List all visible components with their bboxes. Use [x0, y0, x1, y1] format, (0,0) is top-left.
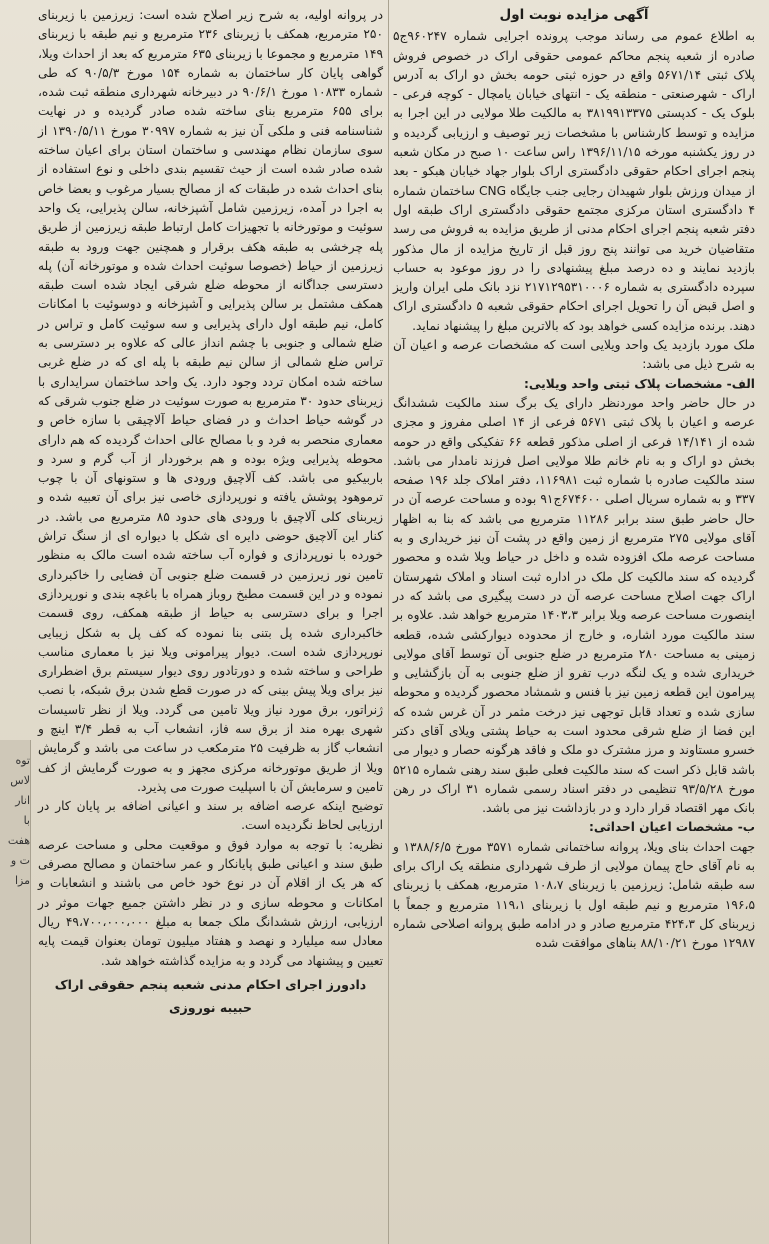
notice-title: آگهی مزایده نوبت اول	[499, 7, 649, 23]
right-column	[393, 6, 755, 954]
section-b-heading: ب- مشخصات اعیان احداثی:	[588, 820, 755, 835]
building-permit-paragraph: جهت احداث بنای ویلا، پروانه ساختمانی شماره ۳۵۷۱ مورخ ۱۳۸۸/۶/۵ و به نام آقای حاج پیمان مولایی از طرف شهرداری منطقه یک اراک برای سه طبقه شامل: زیرزمین با زیربنای ۱۰۸،۷ مترمربع، همکف با زیربنای ۱۹۶،۵ مترمربع و نیم طبقه اول با زیربنای ۱۱۹،۱ مترمربع و جمعاً با زیربنای کل ۴۲۴،۳ مترمربع صادر و در ادامه طبق پروانه اصلاحی شماره ۱۲۹۸۷ مورخ ۸۸/۱۰/۲۱ بناهای موافقت شده	[393, 839, 756, 951]
registration-details: در حال حاضر واحد موردنظر دارای یک برگ سند مالکیت ششدانگ عرصه و اعیان با پلاک ثبتی ۵۶۷۱ فرعی از ۱۴ اصلی مفروز و مجزی شده از ۱۴/۱۴۱ فرعی از اصلی مذکور قطعه ۶۶ تفکیکی واقع در حومه بخش دو اراک و به نام خانم طلا مولایی اصل فرزند نامدار می باشد. سند مالکیت صادره با شماره ثبت ۱۱۶۹۸۱، دفتر املاک جلد ۱۹۶ صفحه ۳۳۷ و به شماره سریال اصلی ۶۷۴۶۰۰ج۹۱ بوده و مساحت عرصه آن در حال حاضر طبق سند برابر ۱۱۲۸۶ مترمربع می باشد که بنا به اظهار آقای مولایی ۲۷۵ مترمربع از زمین واقع در پشت آن نیز خریداری و به مساحت عرصه ملک افزوده شده و داخل در حیاط ویلا شده و محصور گردیده که سند مالکیت کل ملک در اداره ثبت اسناد و املاک شهرستان اراک جهت اصلاح مساحت عرصه آن در دست پیگیری می باشد که در اینصورت مساحت عرصه ویلا برابر ۱۴۰۳،۳ مترمربع خواهد شد. علاوه بر سند مالکیت مورد اشاره، و خارج از محدوده دیوارکشی شده، قطعه زمینی به مساحت ۲۸۰ مترمربع در ضلع جنوبی آن توسط آقای مولایی خریداری شده و یک لنگه درب تفرو از ضلع جنوبی به آن بازگشایی و پیرامون این قطعه زمین نیز با فنس و شمشاد محصور گردیده و محوطه سازی شده و تعداد قابل توجهی نیز درخت مثمر در آن غرس شده که این فضا از ضلع شرقی محدود است به حیاط پشتی ویلای آقای دکتر خسرو مستاوند و مرز مشترک دو ملک و فاقد هرگونه حصار و دیوار می باشد قابل ذکر است که سند مالکیت فعلی طبق سند رهنی شماره ۵۲۱۵ مورخ ۹۳/۵/۲۸ تنظیمی در دفتر اسناد رسمی شماره ۳۱ اراک در رهن بانک مهر اقتصاد قرار دارد و در بازداشت نیز می باشد.	[393, 395, 756, 816]
valuation-paragraph: نظریه: با توجه به موارد فوق و موقعیت محلی و مساحت عرصه طبق سند و اعیانی طبق پایانکار و عمر ساختمان و مصالح مصرفی که هر یک از اقلام آن در نوع خود خاص می باشند و انشعابات و امکانات و محوطه سازی و در نظر داشتن جمیع جهات موثر در ارزیابی، ارزش ششدانگ ملک جمعا به مبلغ ۴۹،۷۰۰،۰۰۰،۰۰۰ ریال معادل سه میلیارد و نهصد و هفتاد میلیون تومان بعنوان قیمت پایه تعیین و پیشنهاد می گردد و به مزایده گذاشته خواهد شد.	[38, 837, 383, 968]
section-a-heading: الف- مشخصات پلاک ثبتی واحد ویلایی:	[523, 376, 755, 391]
edge-text: با	[23, 814, 30, 827]
left-column	[38, 6, 383, 1017]
edge-text: ت و	[10, 854, 30, 867]
column-divider	[388, 0, 389, 1244]
edge-text: مزا	[14, 874, 30, 887]
edge-text: توه	[15, 754, 30, 767]
note-paragraph: توضیح اینکه عرصه اضافه بر سند و اعیانی اضافه بر پایان کار در ارزیابی لحاظ نگردیده است.	[38, 799, 383, 833]
building-description: در پروانه اولیه، به شرح زیر اصلاح شده است: زیرزمین با زیربنای ۲۵۰ مترمربع، همکف با زیربنای ۲۳۶ مترمربع و نیم طبقه با زیربنای ۱۴۹ مترمربع و مجموعا با زیربنای ۶۳۵ مترمربع که بعد از احداث ویلا، گواهی پایان کار ساختمان به شماره ۱۵۴ مورخ ۹۰/۵/۳ که طی شماره ۱۰۸۳۳ مورخ ۹۰/۶/۱ در دبیرخانه شهرداری منطقه ثبت شده، برای ۶۵۵ مترمربع بنای ساخته شده صادر گردیده و در نهایت شناسنامه فنی و ملکی آن نیز به شماره ۳۰۹۹۷ مورخ ۱۳۹۰/۵/۱۱ از سوی سازمان نظام مهندسی و ساختمان استان برای اعیان ساخته شده صادر شده است از حیث تقسیم بندی داخلی و نوع استفاده از بنای احداث شده در طبقات که از مصالح بسیار مرغوب و بعضا خاص به اجرا در آمده، زیرزمین شامل آشپزخانه، سالن پذیرایی، یک واحد سوئیت و موتورخانه با تجهیزات کامل ارتباط طبقه زیرزمین از طریق پله چرخشی به طبقه هکف برقرار و همچنین جهت ورود به طبقه زیرزمین از حیاط (خصوصا سوئیت احداث شده و موتورخانه آن) پله دسترسی جداگانه از محوطه ضلع شرقی ایجاد شده است طبقه همکف مشتمل بر سالن پذیرایی و آشپزخانه و دوسوئیت با امکانات کامل، نیم طبقه اول دارای پذیرایی و سه سوئیت کامل و تراس در ضلع شمالی و جنوبی با چشم انداز عالی که علاوه بر دسترسی به تراس ضلع شمالی از سالن نیم طبقه با پله ای که در ضلع غربی ساخته شده امکان تردد وجود دارد. یک واحد ساختمان سرایداری با زیربنای حدود ۳۰ مترمربع به صورت سوئیت در ضلع جنوب شرقی که در گوشه حیاط احداث و در فضای حیاط آلاچیقی با سازه خاص و معماری منحصر به فرد و با مصالح عالی احداث گردیده که هم دارای محوطه پذیرایی ویژه بوده و هم برخوردار از آب گرم و سرد و باربیکیو می باشد. کف آلاچیق ورودی ها و ستونهای آن با چوب ترموهود پوشش یافته و نورپردازی خاصی نیز برای آن تعبیه شده و زیربنای کلی آلاچیق با ورودی های حدود ۸۵ مترمربع می باشد. در کنار این آلاچیق حوضی دایره ای شکل با دیواره ای از سنگ تراش خورده با نورپردازی و فواره آب ساخته شده است مالک به منظور تامین نور زیرزمین در قسمت ضلع جنوبی آن فضایی را خاکبرداری نموده و در این قسمت مطبخ روباز همراه با باغچه بندی و نورپردازی اجرا و برای دسترسی به حیاط از طبقه همکف، روی قسمت خاکبرداری شده پل بتنی بنا نموده که کف پل به شکل زیبایی نورپردازی شده است. دیوار پیرامونی ویلا نیز با معماری مناسب طراحی و ساخته شده و دورتادور روی دیوار سیستم برق اضطراری نیز برای ویلا پیش بینی که در صورت قطع شدن برق شبکه، با نصب ژنراتور، برق مورد نیاز ویلا تامین می گردد. ویلا از نظر تاسیسات شهری بهره مند از برق سه فاز، انشعاب آب به قطر ۳/۴ اینچ و انشعاب گاز به ظرفیت ۲۵ مترمکعب در ساعت می باشد و گرمایش ویلا از طریق موتورخانه مرکزی مجهز و به صورت گرمایش از کف تامین و سرمایش آن با اسپلیت صورت می پذیرد.	[38, 8, 384, 794]
signature-name: حبیبه نوروزی	[168, 1000, 252, 1016]
property-summary: ملک مورد بازدید یک واحد ویلایی است که مشخصات عرصه و اعیان آن به شرح ذیل می باشد:	[393, 338, 755, 372]
edge-text: انار	[15, 794, 30, 807]
edge-text: هفت	[7, 834, 30, 847]
adjacent-column-fragment	[0, 740, 31, 1244]
edge-text: لاس	[10, 774, 30, 787]
signature-title: دادورز اجرای احکام مدنی شعبه پنجم حقوقی اراک	[54, 976, 367, 992]
intro-paragraph: به اطلاع عموم می رساند موجب پرونده اجرایی شماره ۹۶۰۲۴۷ج۵ صادره از شعبه پنجم محاکم عمومی حقوقی اراک در خصوص فروش پلاک ثبتی ۵۶۷۱/۱۴ واقع در حوزه ثبتی حومه بخش دو اراک به آدرس اراک - شهرصنعتی - منطقه یک - انتهای خیابان یامچال - کوچه فرعی - بلوک یک - کدپستی ۳۸۱۹۹۱۳۳۷۵ به مالکیت طلا مولایی در این اجرا به مزایده و توسط کارشناس با مشخصات زیر توصیف و ارزیابی گردیده و در روز یکشنبه مورخه ۱۳۹۶/۱۱/۱۵ راس ساعت ۱۰ صبح در مکان شعبه پنجم اجرای احکام حقوقی دادگستری اراک بلوار جهاد خیابان هبکو - بعد از میدان ورزش بلوار شهیدان رجایی جنب جایگاه CNG ساختمان شماره ۴ دادگستری استان مرکزی مجتمع حقوقی دادگستری اراک طبقه اول دفتر شعبه پنجم اجرای احکام مدنی از طریق مزایده به فروش می رسد متقاضیان خرید می توانند پنج روز قبل از تاریخ مزایده از مال مذکور بازدید نمایند و ده درصد مبلغ پیشنهادی را در روز موعود به حساب سپرده دادگستری به شماره ۲۱۷۱۲۹۵۳۱۰۰۰۶ نزد بانک ملی ایران واریز و اصل قبض آن را تحویل اجرای احکام حقوقی شعبه ۵ دادگستری اراک دهند. برنده مزایده کسی خواهد بود که بالاترین مبلغ را پیشنهاد نماید.	[393, 29, 756, 333]
